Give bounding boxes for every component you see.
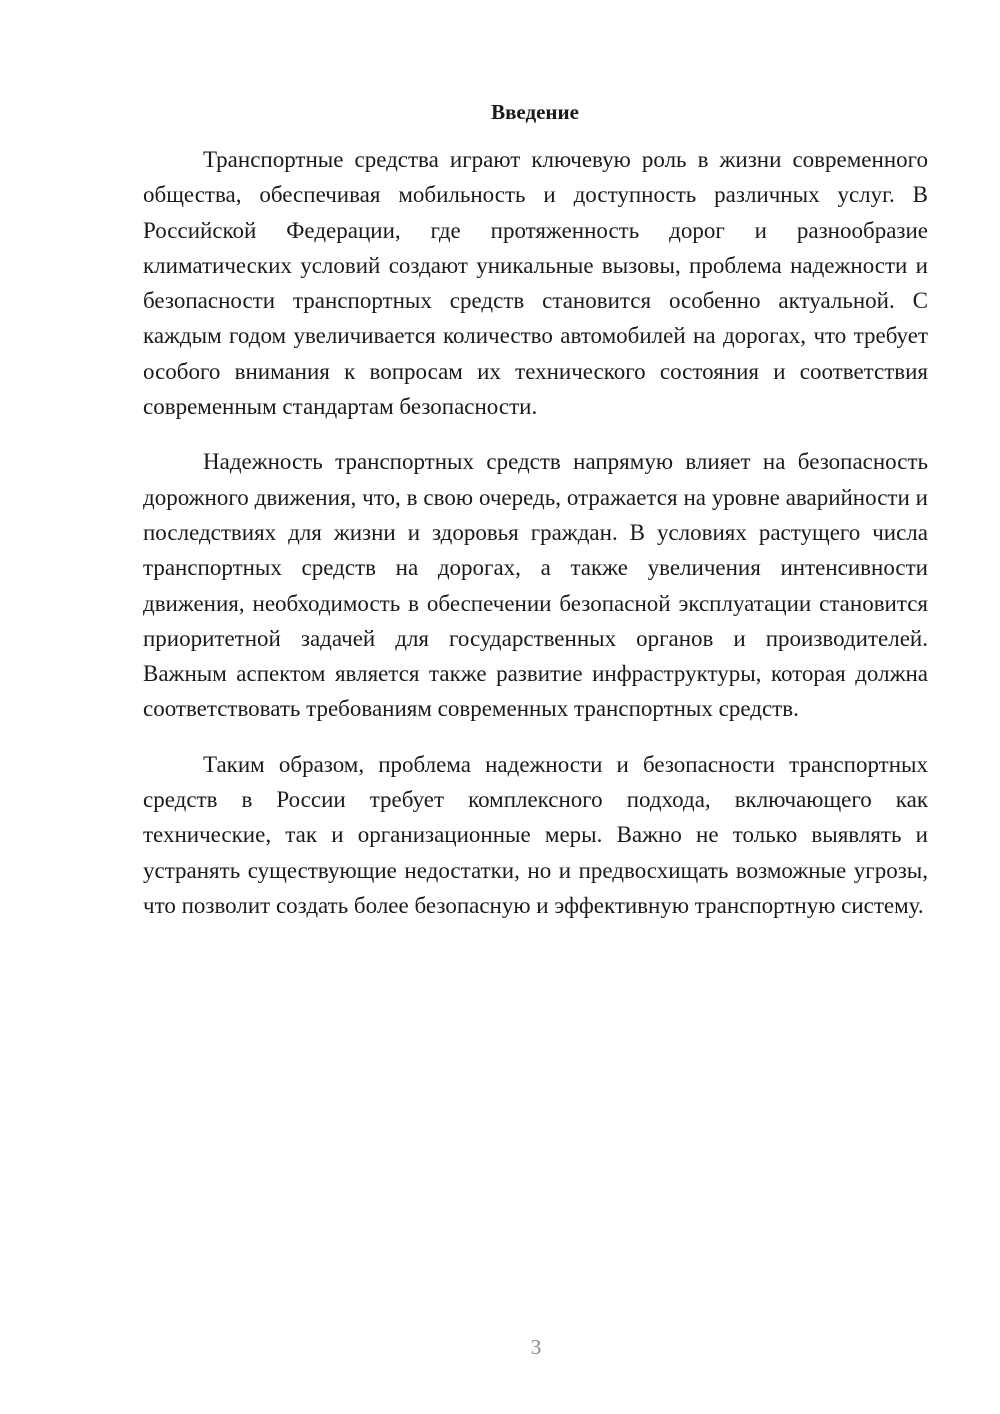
section-heading: Введение (491, 100, 579, 124)
paragraph-1: Транспортные средства играют ключевую роль в жизни современного общества, обеспечивая мобильность и доступность различных услуг. В Российской Федерации, где протяженность дорог и разнообразие климатических условий создают уникальные вызовы, проблема надежности и безопасности транспортных средств становится особенно актуальной. С каждым годом увеличивается количество автомобилей на дорогах, что требует особого внимания к вопросам их технического состояния и соответствия современным стандартам безопасности. (143, 147, 928, 420)
paragraph-3: Таким образом, проблема надежности и безопасности транспортных средств в России требует комплексного подхода, включающего как технические, так и организационные меры. Важно не только выявлять и устранять существующие недостатки, но и предвосхищать возможные угрозы, что позволит создать более безопасную и эффективную транспортную систему. (143, 751, 928, 918)
paragraph-2: Надежность транспортных средств напрямую влияет на безопасность дорожного движения, что, в свою очередь, отражается на уровне аварийности и последствиях для жизни и здоровья граждан. В условиях растущего числа транспортных средств на дорогах, а также увеличения интенсивности движения, необходимость в обеспечении безопасной эксплуатации становится приоритетной задачей для государственных органов и производителей. Важным аспектом является также развитие инфраструктуры, которая должна соответствовать требованиям современных транспортных средств. (143, 449, 928, 722)
body-text (143, 142, 928, 923)
page-number: 3 (530, 1335, 542, 1359)
